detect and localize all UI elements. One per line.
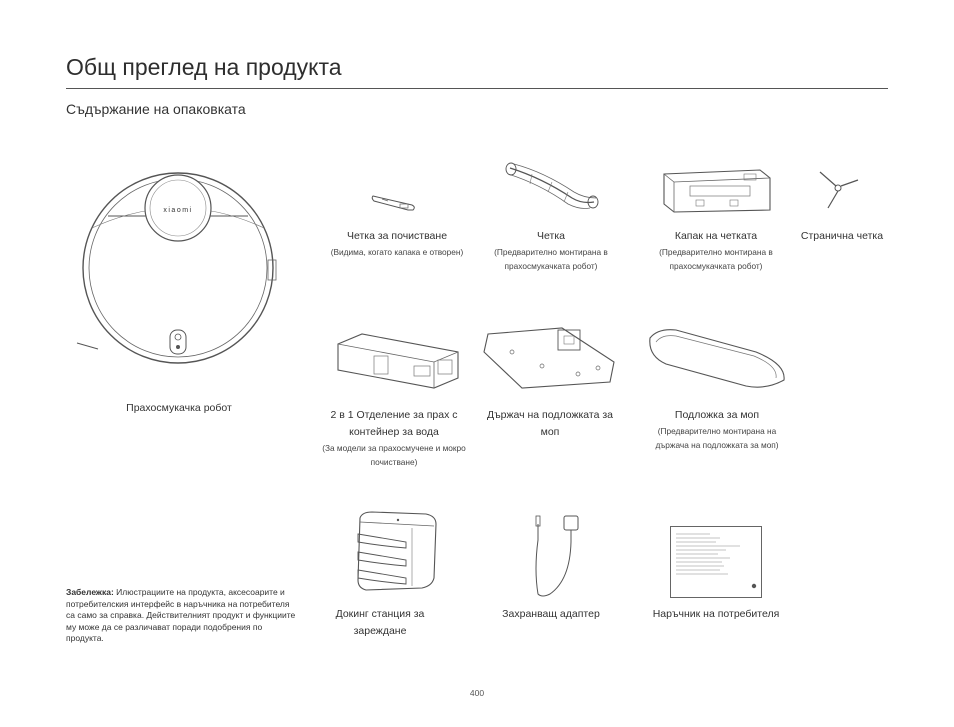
manual-label: Наръчник на потребителя <box>652 608 780 620</box>
page-number: 400 <box>469 688 485 698</box>
brush-cover-caption <box>646 228 786 273</box>
main-brush-note: (Предварително монтирана в прахосмукачката робот) <box>494 247 608 271</box>
note-block <box>66 587 296 645</box>
cleaning-brush-note: (Видима, когато капака е отворен) <box>330 247 464 257</box>
title-divider <box>66 88 888 89</box>
robot-label: Прахосмукачка робот <box>126 402 232 414</box>
mop-holder-label: Държач на подложката за моп <box>486 409 614 438</box>
side-brush-illustration <box>814 168 864 212</box>
robot-brand-logo: xiaomi <box>163 207 193 214</box>
brush-cover-note: (Предварително монтирана в прахосмукачката робот) <box>659 247 773 271</box>
main-brush-caption <box>481 228 621 273</box>
mop-pad-label: Подложка за моп <box>674 409 760 421</box>
brush-cover-illustration <box>660 164 774 216</box>
adapter-caption <box>484 606 618 623</box>
user-manual-illustration <box>670 526 764 600</box>
robot-caption <box>72 400 286 417</box>
dust-bin-caption <box>316 407 472 469</box>
robot-vacuum-illustration <box>72 168 292 378</box>
mop-pad-illustration <box>646 324 792 392</box>
dock-caption <box>320 606 440 640</box>
power-adapter-illustration <box>520 510 590 602</box>
dust-bin-label: 2 в 1 Отделение за прах с контейнер за вода <box>330 409 458 438</box>
dock-label: Докинг станция за зареждане <box>335 608 425 637</box>
cleaning-brush-illustration <box>370 190 420 214</box>
manual-caption <box>650 606 782 623</box>
mop-holder-illustration <box>482 322 622 392</box>
section-title: Съдържание на опаковката <box>66 101 246 117</box>
note-label: Забележка: <box>66 587 114 597</box>
cleaning-brush-label: Четка за почистване <box>346 230 448 242</box>
dust-bin-note: (За модели за прахосмучене и мокро почистване) <box>322 443 466 467</box>
mop-pad-note: (Предварително монтирана на държача на подложката за моп) <box>655 426 779 450</box>
side-brush-caption <box>790 228 894 245</box>
note-text: Илюстрациите на продукта, аксесоарите и потребителския интерфейс в наръчника на потребителя са само за справка. Действителният продукт и функциите му може да се различават поради подобрения по продукта. <box>66 587 296 643</box>
page-title: Общ преглед на продукта <box>66 54 342 80</box>
side-brush-label: Странична четка <box>800 230 884 242</box>
adapter-label: Захранващ адаптер <box>502 608 600 620</box>
main-brush-label: Четка <box>537 230 565 242</box>
brush-cover-label: Капак на четката <box>674 230 758 242</box>
mop-pad-caption <box>640 407 794 452</box>
dust-bin-illustration <box>334 330 464 392</box>
mop-holder-caption <box>480 407 620 441</box>
main-brush-illustration <box>502 160 602 216</box>
dock-illustration <box>352 508 442 594</box>
cleaning-brush-caption <box>330 228 464 259</box>
